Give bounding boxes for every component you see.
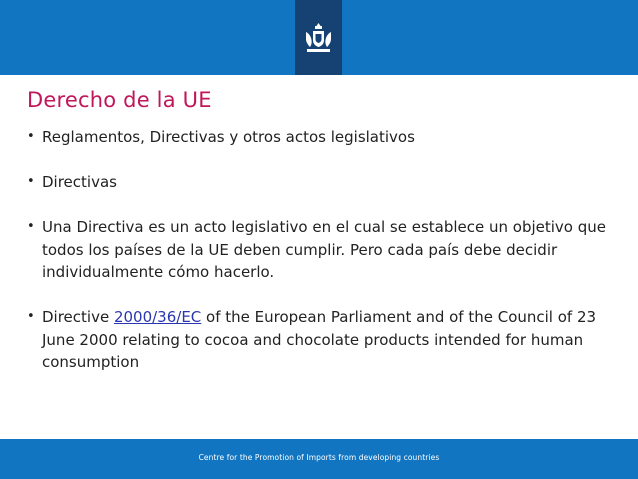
slide-title: Derecho de la UE [27,88,212,112]
bullet-reglamentos: • Reglamentos, Directivas y otros actos legislativos [27,126,617,149]
bullet-directive-reference [27,306,617,374]
coat-of-arms-icon [303,22,334,54]
directive-link[interactable]: 2000/36/EC [113,308,202,326]
bullet-list [27,126,617,396]
directive-text-after: of the European Parliament and of the Council of 23 June 2000 relating to cocoa and chocolate products intended for human consumption [42,308,597,371]
directive-text-before: Directive [42,308,114,326]
government-logo [295,0,342,75]
bullet-directivas: • Directivas [27,171,617,194]
footer-text: Centre for the Promotion of Imports from developing countries [198,453,440,462]
bullet-directiva-definition: • Una Directiva es un acto legislativo en el cual se establece un objetivo que todos los países de la UE deben cumplir. Pero cada país debe decidir individualmente cómo hacerlo. [27,216,617,284]
